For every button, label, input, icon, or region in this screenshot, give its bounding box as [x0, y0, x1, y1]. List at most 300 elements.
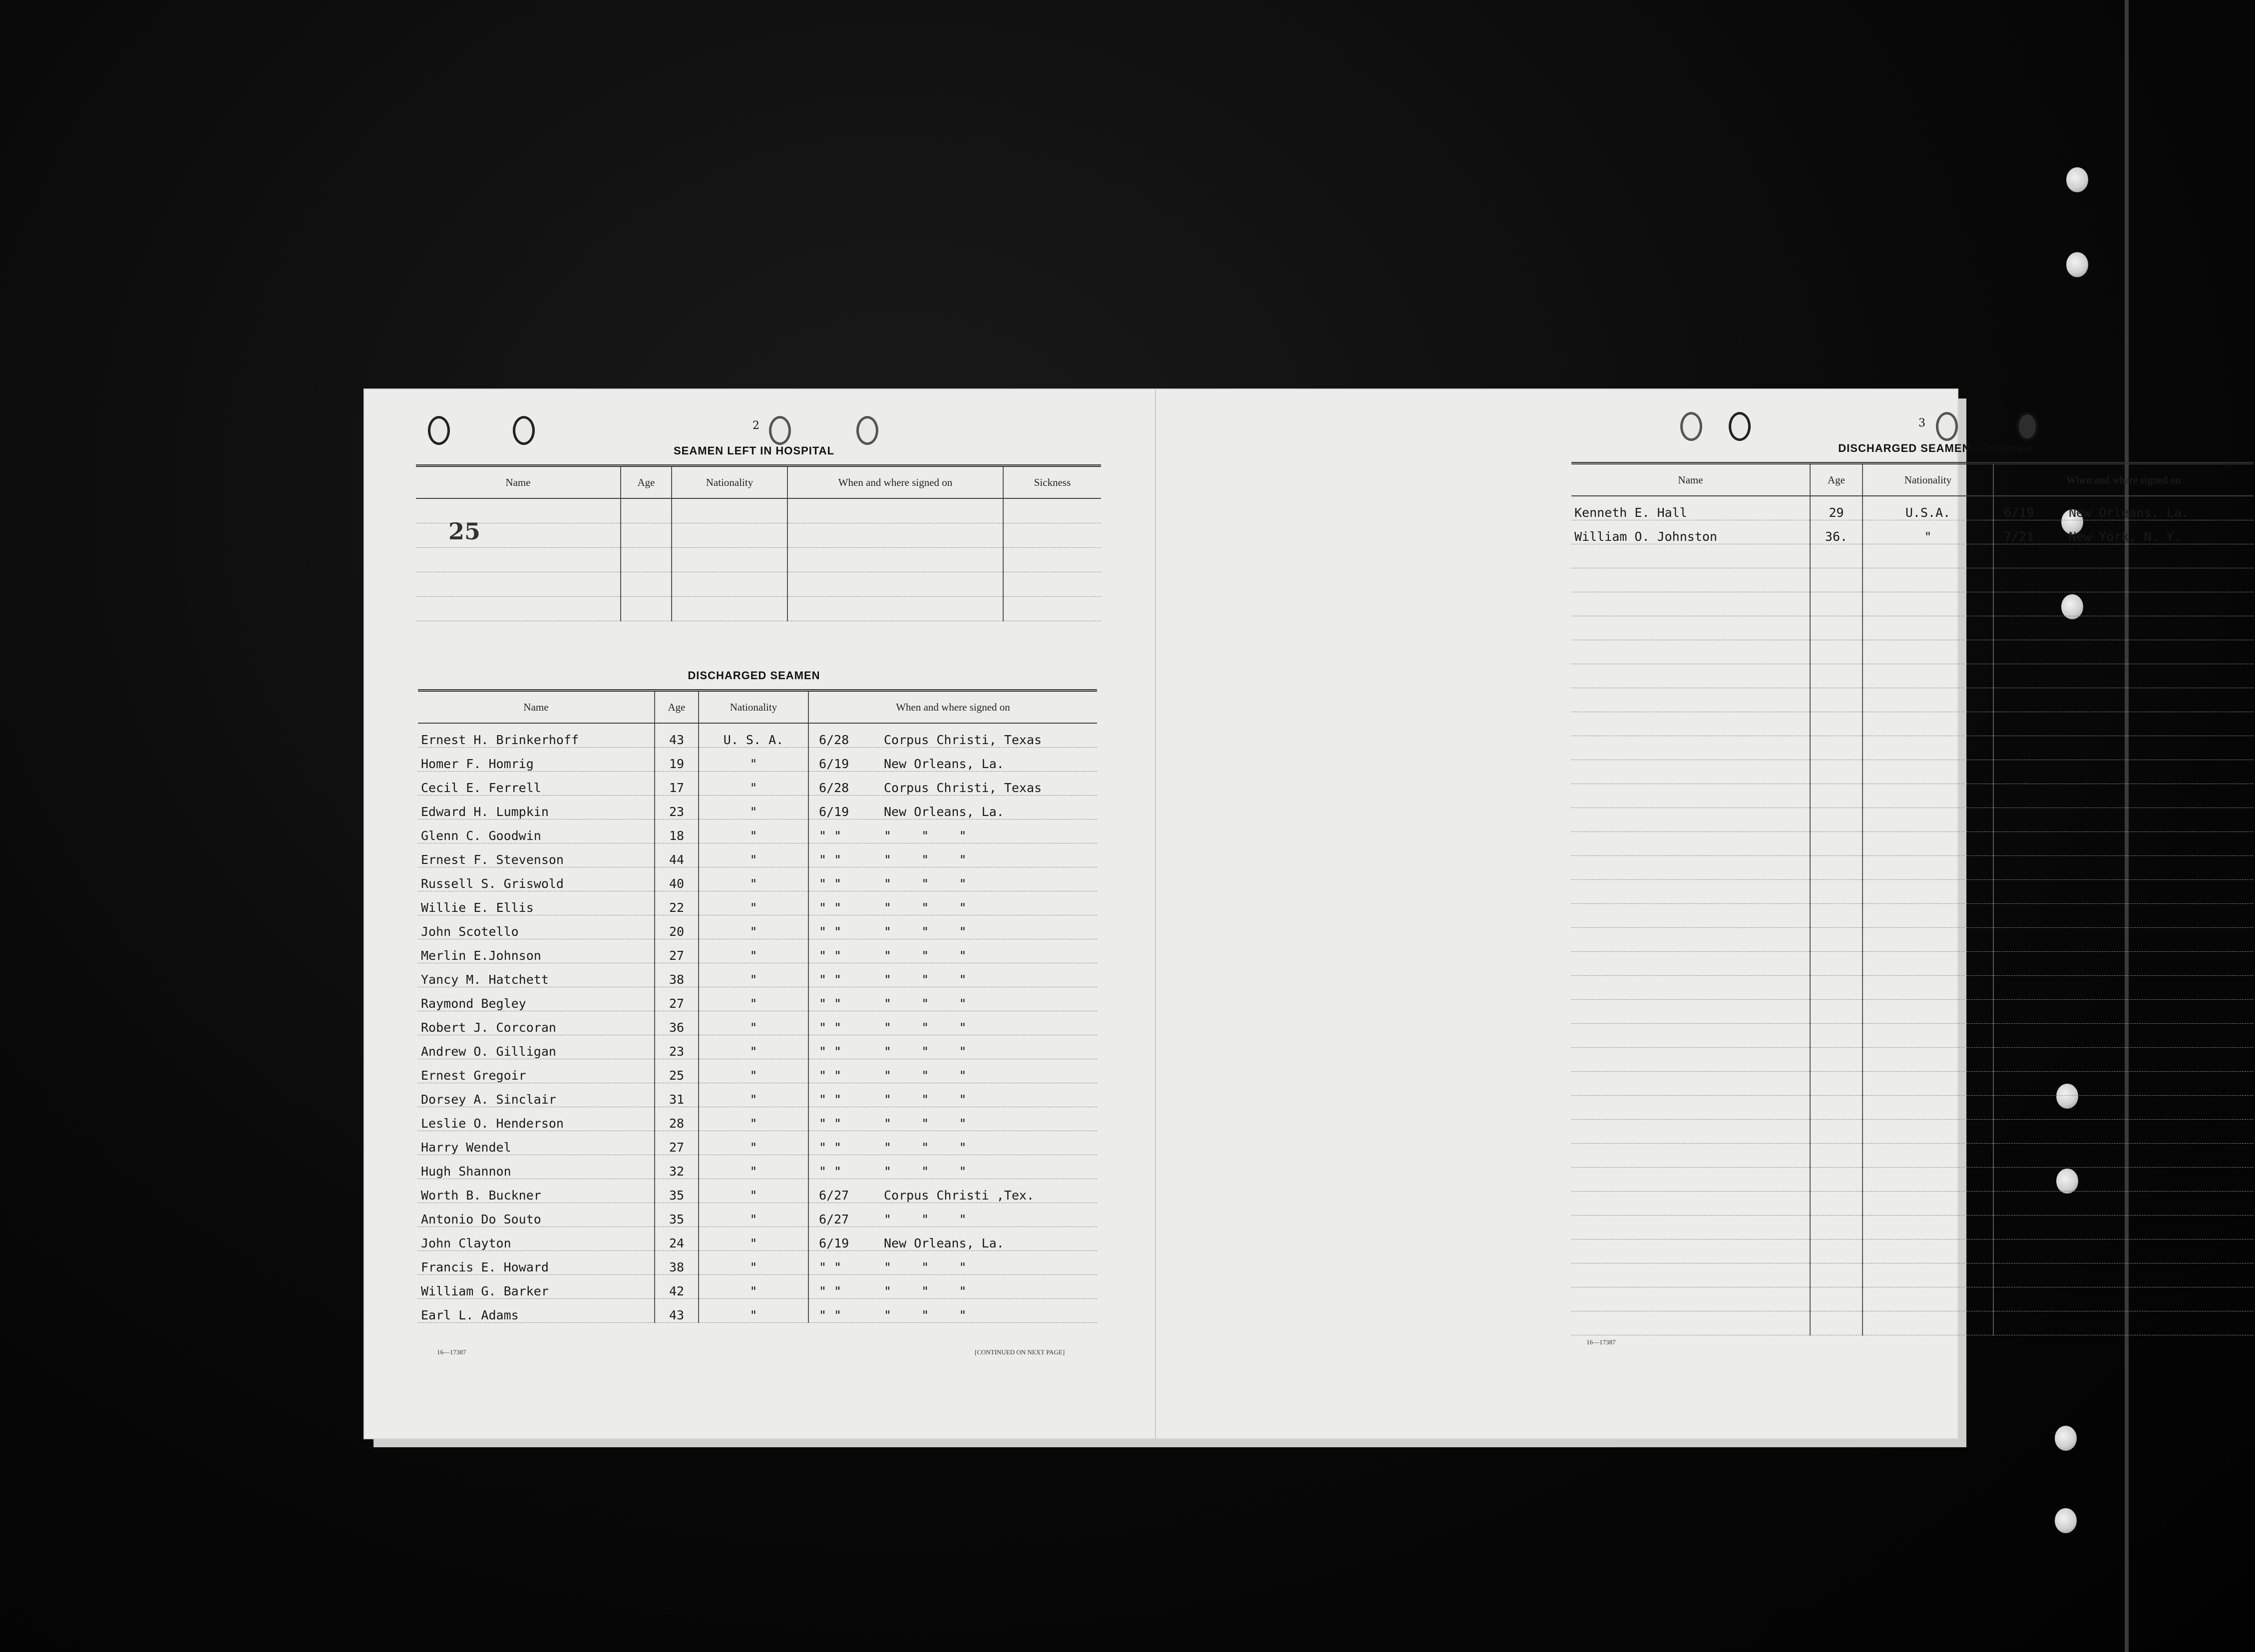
- empty-cell: [1863, 1023, 1993, 1047]
- empty-cell: [1810, 1191, 1863, 1215]
- empty-cell: [1993, 975, 2254, 999]
- empty-cell: [1571, 927, 1810, 951]
- empty-cell: [1810, 688, 1863, 712]
- signed-on-date: 6/19: [819, 1236, 849, 1250]
- signed-on-date: " ": [819, 852, 842, 867]
- signed-on-cell: [808, 1035, 1097, 1059]
- table-row: [418, 1203, 1097, 1227]
- empty-cell: [1993, 1119, 2254, 1143]
- empty-cell: [1810, 1239, 1863, 1263]
- empty-cell: [1863, 712, 1993, 736]
- empty-cell: [1993, 544, 2254, 568]
- discharged-section-title: DISCHARGED SEAMEN: [688, 669, 820, 682]
- seaman-nationality: ": [699, 1203, 808, 1227]
- empty-cell: [1863, 927, 1993, 951]
- section-title-suffix: —Continued: [1970, 442, 2032, 454]
- signed-on-date: " ": [819, 1283, 842, 1298]
- seaman-name: Robert J. Corcoran: [418, 1011, 655, 1035]
- empty-cell: [1863, 1263, 1993, 1287]
- empty-cell: [787, 596, 1003, 621]
- signed-on-place: " " ": [884, 1283, 967, 1298]
- empty-cell: [1993, 664, 2254, 688]
- empty-cell: [1810, 879, 1863, 903]
- punch-hole: [1936, 412, 1958, 441]
- empty-cell: [1993, 688, 2254, 712]
- seaman-nationality: U. S. A.: [699, 723, 808, 747]
- signed-on-cell: [808, 1179, 1097, 1203]
- empty-cell: [672, 547, 787, 572]
- empty-cell: [621, 498, 672, 523]
- empty-row: [1571, 831, 2254, 855]
- table-row: [418, 939, 1097, 963]
- signed-on-place: " " ": [884, 1020, 967, 1035]
- seaman-name: Kenneth E. Hall: [1571, 496, 1810, 520]
- empty-cell: [1003, 572, 1101, 596]
- empty-cell: [1863, 855, 1993, 879]
- seaman-name: Ernest F. Stevenson: [418, 843, 655, 867]
- seaman-age: 32: [655, 1155, 699, 1179]
- empty-cell: [1571, 712, 1810, 736]
- signed-on-place: " " ": [884, 1116, 967, 1131]
- binder-hole-8: [2055, 1508, 2077, 1533]
- empty-cell: [1810, 1287, 1863, 1311]
- seaman-age: 29: [1810, 496, 1863, 520]
- signed-on-cell: [808, 915, 1097, 939]
- empty-row: [1571, 1239, 2254, 1263]
- empty-cell: [621, 572, 672, 596]
- empty-cell: [1863, 999, 1993, 1023]
- column-header-age: Age: [621, 466, 672, 499]
- signed-on-cell: [808, 843, 1097, 867]
- seaman-name: Antonio Do Souto: [418, 1203, 655, 1227]
- signed-on-cell: [808, 1250, 1097, 1274]
- empty-cell: [1571, 1215, 1810, 1239]
- punch-hole: [1680, 412, 1702, 441]
- seaman-name: Merlin E.Johnson: [418, 939, 655, 963]
- signed-on-place: New York, N. Y.: [2069, 529, 2182, 544]
- empty-cell: [1993, 640, 2254, 664]
- seaman-age: 20: [655, 915, 699, 939]
- empty-cell: [416, 596, 621, 621]
- table-row: [418, 1179, 1097, 1203]
- signed-on-place: " " ": [884, 948, 967, 963]
- signed-on-cell: [808, 771, 1097, 795]
- signed-on-date: 6/28: [819, 780, 849, 795]
- empty-row: [1571, 951, 2254, 975]
- seaman-age: 25: [655, 1059, 699, 1083]
- punch-hole: [513, 416, 535, 445]
- continued-table: [1571, 462, 2254, 1335]
- empty-cell: [1993, 831, 2254, 855]
- signed-on-date: " ": [819, 1092, 842, 1107]
- seaman-name: Harry Wendel: [418, 1131, 655, 1155]
- empty-cell: [1863, 975, 1993, 999]
- seaman-nationality: ": [699, 795, 808, 819]
- column-header-signed-on: When and where signed on: [787, 466, 1003, 499]
- empty-cell: [1863, 784, 1993, 808]
- signed-on-cell: [808, 723, 1097, 747]
- empty-row: [1571, 784, 2254, 808]
- table-row: [418, 1083, 1097, 1107]
- empty-row: [1571, 1143, 2254, 1167]
- empty-cell: [1993, 760, 2254, 784]
- empty-cell: [1863, 879, 1993, 903]
- seaman-age: 38: [655, 963, 699, 987]
- empty-cell: [1810, 831, 1863, 855]
- signed-on-place: New Orleans, La.: [884, 756, 1004, 771]
- empty-row: [1571, 712, 2254, 736]
- empty-cell: [1993, 1191, 2254, 1215]
- signed-on-place: Corpus Christi, Texas: [884, 780, 1042, 795]
- column-header-sickness: Sickness: [1003, 466, 1101, 499]
- signed-on-place: New Orleans, La.: [884, 804, 1004, 819]
- empty-cell: [1993, 1071, 2254, 1095]
- empty-cell: [1810, 664, 1863, 688]
- signed-on-cell: [1993, 520, 2254, 544]
- discharged-table: [418, 689, 1097, 1323]
- signed-on-place: " " ": [884, 1068, 967, 1083]
- table-row: [418, 867, 1097, 891]
- binder-hole-2: [2066, 252, 2088, 277]
- seaman-name: Willie E. Ellis: [418, 891, 655, 915]
- seaman-age: 17: [655, 771, 699, 795]
- signed-on-place: " " ": [884, 996, 967, 1011]
- seaman-name: Francis E. Howard: [418, 1250, 655, 1274]
- empty-cell: [1993, 855, 2254, 879]
- empty-cell: [1993, 1311, 2254, 1335]
- signed-on-date: 6/19: [819, 804, 849, 819]
- seaman-age: 18: [655, 819, 699, 843]
- signed-on-cell: [808, 1059, 1097, 1083]
- empty-cell: [1863, 1191, 1993, 1215]
- signed-on-place: " " ": [884, 1140, 967, 1155]
- seaman-age: 44: [655, 843, 699, 867]
- empty-cell: [1810, 736, 1863, 760]
- empty-cell: [1993, 951, 2254, 975]
- empty-cell: [1993, 1023, 2254, 1047]
- empty-cell: [1810, 544, 1863, 568]
- hospital-table: [416, 464, 1101, 621]
- empty-cell: [1571, 1167, 1810, 1191]
- seaman-nationality: ": [699, 819, 808, 843]
- empty-cell: [621, 523, 672, 547]
- empty-cell: [416, 523, 621, 547]
- table-row: [418, 1274, 1097, 1298]
- column-header-name: Name: [1571, 463, 1810, 496]
- empty-row: [1571, 1191, 2254, 1215]
- signed-on-date: 6/27: [819, 1212, 849, 1227]
- empty-cell: [1993, 712, 2254, 736]
- seaman-name: Earl L. Adams: [418, 1298, 655, 1322]
- seaman-nationality: ": [699, 1131, 808, 1155]
- seaman-age: 36: [655, 1011, 699, 1035]
- empty-cell: [1993, 736, 2254, 760]
- empty-cell: [1993, 1215, 2254, 1239]
- table-row: [418, 1155, 1097, 1179]
- empty-cell: [1571, 544, 1810, 568]
- seaman-nationality: ": [699, 1011, 808, 1035]
- empty-row: [1571, 903, 2254, 927]
- seaman-name: Yancy M. Hatchett: [418, 963, 655, 987]
- form-code: 16—17387: [437, 1348, 466, 1356]
- empty-cell: [1571, 879, 1810, 903]
- signed-on-place: " " ": [884, 1307, 967, 1322]
- empty-cell: [1810, 640, 1863, 664]
- seaman-nationality: ": [699, 747, 808, 771]
- empty-cell: [1863, 951, 1993, 975]
- empty-cell: [1571, 1023, 1810, 1047]
- seaman-age: 28: [655, 1107, 699, 1131]
- empty-cell: [1810, 760, 1863, 784]
- empty-cell: [1993, 784, 2254, 808]
- empty-cell: [1571, 951, 1810, 975]
- empty-cell: [1993, 1167, 2254, 1191]
- binder-hole-7: [2055, 1426, 2077, 1451]
- left-page: [365, 390, 1155, 1438]
- table-row: [1571, 496, 2254, 520]
- signed-on-place: Corpus Christi, Texas: [884, 732, 1042, 747]
- signed-on-cell: [808, 939, 1097, 963]
- empty-cell: [1571, 1191, 1810, 1215]
- table-row: [418, 1227, 1097, 1250]
- empty-cell: [1863, 640, 1993, 664]
- empty-cell: [1571, 1071, 1810, 1095]
- empty-cell: [1810, 1023, 1863, 1047]
- empty-cell: [1810, 1263, 1863, 1287]
- empty-cell: [1863, 568, 1993, 592]
- empty-cell: [1810, 1047, 1863, 1071]
- table-row: [418, 987, 1097, 1011]
- empty-cell: [1571, 1119, 1810, 1143]
- empty-cell: [1571, 1287, 1810, 1311]
- empty-cell: [1810, 855, 1863, 879]
- seaman-nationality: ": [699, 963, 808, 987]
- seaman-age: 24: [655, 1227, 699, 1250]
- empty-cell: [1810, 568, 1863, 592]
- empty-row: [1571, 1071, 2254, 1095]
- empty-cell: [1993, 592, 2254, 616]
- empty-cell: [621, 547, 672, 572]
- seaman-nationality: ": [699, 867, 808, 891]
- seaman-name: John Clayton: [418, 1227, 655, 1250]
- signed-on-cell: [808, 1274, 1097, 1298]
- empty-cell: [1863, 1119, 1993, 1143]
- seaman-age: 43: [655, 723, 699, 747]
- empty-cell: [1571, 1047, 1810, 1071]
- signed-on-place: " " ": [884, 972, 967, 987]
- table-row: [418, 771, 1097, 795]
- punch-hole: [2016, 412, 2038, 441]
- table-row: [1571, 520, 2254, 544]
- signed-on-date: " ": [819, 972, 842, 987]
- empty-row: [1571, 1095, 2254, 1119]
- signed-on-place: " " ": [884, 1044, 967, 1059]
- empty-cell: [416, 572, 621, 596]
- signed-on-date: " ": [819, 996, 842, 1011]
- seaman-nationality: ": [699, 939, 808, 963]
- seaman-age: 23: [655, 795, 699, 819]
- punch-hole: [856, 416, 878, 445]
- empty-cell: [1571, 568, 1810, 592]
- empty-cell: [1863, 544, 1993, 568]
- empty-cell: [1571, 664, 1810, 688]
- page-number: 2: [752, 419, 759, 432]
- seaman-name: William O. Johnston: [1571, 520, 1810, 544]
- seaman-nationality: ": [699, 1107, 808, 1131]
- empty-cell: [1863, 616, 1993, 640]
- signed-on-date: " ": [819, 1307, 842, 1322]
- seaman-name: Cecil E. Ferrell: [418, 771, 655, 795]
- signed-on-date: " ": [819, 900, 842, 915]
- seaman-nationality: ": [699, 1298, 808, 1322]
- empty-cell: [1571, 855, 1810, 879]
- seaman-nationality: ": [699, 1274, 808, 1298]
- signed-on-cell: [808, 819, 1097, 843]
- table-row: [418, 747, 1097, 771]
- empty-cell: [1993, 568, 2254, 592]
- seaman-age: 23: [655, 1035, 699, 1059]
- seaman-name: William G. Barker: [418, 1274, 655, 1298]
- empty-cell: [1863, 592, 1993, 616]
- empty-row: [1571, 1047, 2254, 1071]
- signed-on-date: " ": [819, 1164, 842, 1179]
- empty-cell: [1810, 808, 1863, 831]
- signed-on-cell: [808, 1131, 1097, 1155]
- signed-on-date: 6/19: [819, 756, 849, 771]
- table-row: [418, 1059, 1097, 1083]
- empty-cell: [1810, 592, 1863, 616]
- empty-cell: [1863, 1311, 1993, 1335]
- empty-row: [1571, 808, 2254, 831]
- seaman-age: 43: [655, 1298, 699, 1322]
- signed-on-date: " ": [819, 828, 842, 843]
- empty-row: [1571, 1167, 2254, 1191]
- empty-cell: [672, 498, 787, 523]
- empty-row: [1571, 544, 2254, 568]
- table-row: [418, 843, 1097, 867]
- empty-cell: [787, 498, 1003, 523]
- seaman-name: Russell S. Griswold: [418, 867, 655, 891]
- table-row: [418, 1107, 1097, 1131]
- empty-cell: [1571, 1143, 1810, 1167]
- seaman-name: Dorsey A. Sinclair: [418, 1083, 655, 1107]
- empty-row: [1571, 616, 2254, 640]
- signed-on-place: " " ": [884, 1212, 967, 1227]
- empty-cell: [1863, 1287, 1993, 1311]
- seaman-nationality: ": [699, 1155, 808, 1179]
- seaman-name: Edward H. Lumpkin: [418, 795, 655, 819]
- ledger-spread: [365, 390, 2189, 1438]
- signed-on-cell: [808, 747, 1097, 771]
- empty-cell: [1571, 1095, 1810, 1119]
- empty-cell: [787, 572, 1003, 596]
- empty-cell: [1993, 1143, 2254, 1167]
- empty-cell: [1810, 1071, 1863, 1095]
- seaman-age: 19: [655, 747, 699, 771]
- column-header-name: Name: [418, 691, 655, 724]
- signed-on-cell: [808, 867, 1097, 891]
- table-row: [418, 1298, 1097, 1322]
- seaman-name: Ernest Gregoir: [418, 1059, 655, 1083]
- empty-cell: [1571, 831, 1810, 855]
- empty-cell: [787, 523, 1003, 547]
- empty-cell: [1571, 760, 1810, 784]
- seaman-age: 40: [655, 867, 699, 891]
- empty-cell: [672, 572, 787, 596]
- empty-cell: [672, 596, 787, 621]
- empty-row: [1571, 999, 2254, 1023]
- seaman-nationality: ": [699, 1250, 808, 1274]
- column-header-nationality: Nationality: [672, 466, 787, 499]
- signed-on-date: " ": [819, 1116, 842, 1131]
- seaman-name: Hugh Shannon: [418, 1155, 655, 1179]
- seaman-nationality: ": [699, 1059, 808, 1083]
- signed-on-place: " " ": [884, 900, 967, 915]
- empty-cell: [1863, 760, 1993, 784]
- signed-on-cell: [808, 1155, 1097, 1179]
- seaman-age: 31: [655, 1083, 699, 1107]
- signed-on-date: " ": [819, 924, 842, 939]
- empty-cell: [1571, 736, 1810, 760]
- empty-row: [1571, 664, 2254, 688]
- signed-on-date: " ": [819, 1044, 842, 1059]
- empty-cell: [1810, 951, 1863, 975]
- signed-on-date: " ": [819, 1140, 842, 1155]
- empty-cell: [1863, 1215, 1993, 1239]
- empty-row: [1571, 1263, 2254, 1287]
- empty-cell: [1571, 640, 1810, 664]
- signed-on-cell: [808, 1203, 1097, 1227]
- table-row: [418, 891, 1097, 915]
- empty-cell: [1003, 498, 1101, 523]
- seaman-age: 35: [655, 1203, 699, 1227]
- section-title-text: DISCHARGED SEAMEN: [1838, 442, 1971, 454]
- empty-cell: [1863, 688, 1993, 712]
- empty-cell: [1993, 1263, 2254, 1287]
- signed-on-date: 6/19: [2004, 505, 2034, 520]
- seaman-nationality: ": [699, 987, 808, 1011]
- signed-on-place: " " ": [884, 1164, 967, 1179]
- empty-cell: [1571, 1263, 1810, 1287]
- empty-cell: [1571, 999, 1810, 1023]
- hospital-section-title: SEAMEN LEFT IN HOSPITAL: [673, 444, 835, 457]
- empty-cell: [416, 498, 621, 523]
- empty-cell: [1810, 1167, 1863, 1191]
- continued-section-title: [1765, 442, 2105, 455]
- seaman-name: Worth B. Buckner: [418, 1179, 655, 1203]
- empty-cell: [672, 523, 787, 547]
- empty-cell: [1863, 808, 1993, 831]
- column-header-signed-on: When and where signed on: [1993, 463, 2254, 496]
- empty-cell: [1863, 736, 1993, 760]
- table-row: [418, 963, 1097, 987]
- empty-cell: [1810, 1311, 1863, 1335]
- empty-row: [1571, 1119, 2254, 1143]
- signed-on-date: 6/28: [819, 732, 849, 747]
- seaman-age: 36.: [1810, 520, 1863, 544]
- empty-cell: [1810, 1215, 1863, 1239]
- seaman-name: Ernest H. Brinkerhoff: [418, 723, 655, 747]
- column-header-name: Name: [416, 466, 621, 499]
- column-header-age: Age: [1810, 463, 1863, 496]
- empty-cell: [1863, 1071, 1993, 1095]
- empty-cell: [621, 596, 672, 621]
- seaman-name: Glenn C. Goodwin: [418, 819, 655, 843]
- empty-row: [1571, 760, 2254, 784]
- empty-cell: [1810, 927, 1863, 951]
- signed-on-place: " " ": [884, 1092, 967, 1107]
- handwritten-mark: 25: [448, 518, 481, 545]
